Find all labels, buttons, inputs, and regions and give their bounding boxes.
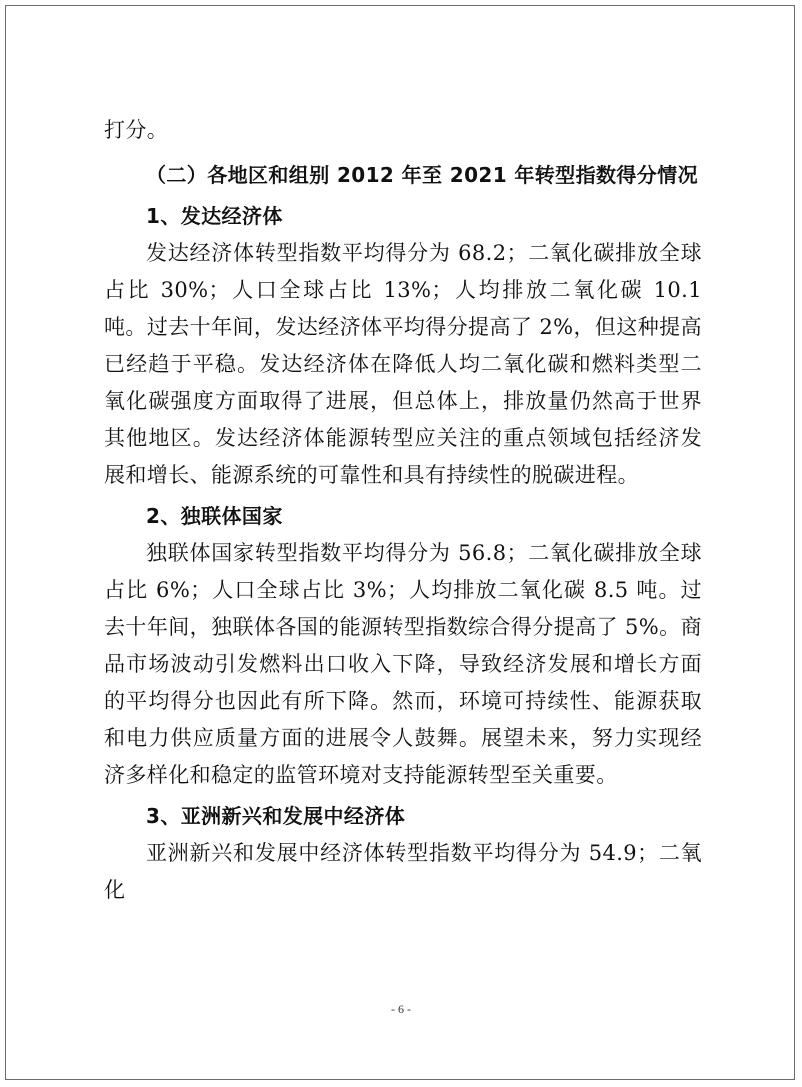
subsection-heading-cis: 2、独联体国家 [146, 504, 283, 528]
document-body [104, 112, 702, 909]
section-heading: （二）各地区和组别 2012 年至 2021 年转型指数得分情况 [146, 163, 698, 187]
continuation-text: 打分。 [104, 118, 169, 142]
paragraph-developed: 发达经济体转型指数平均得分为 68.2；二氧化碳排放全球占比 30%；人口全球占比 13%；人均排放二氧化碳 10.1 吨。过去十年间，发达经济体平均得分提高了 2%，但这种提高已经趋于平稳。发达经济体在降低人均二氧化碳和燃料类型二氧化碳强度方面取得了进展，但总体上，排放量仍然高于世界其他地区。发达经济体能源转型应关注的重点领域包括经济发展和增长、能源系统的可靠性和具有持续性的脱碳进程。 [104, 241, 702, 487]
page-number: - 6 - [391, 1002, 411, 1016]
paragraph-asia: 亚洲新兴和发展中经济体转型指数平均得分为 54.9；二氧化 [104, 841, 702, 902]
subsection-heading-asia: 3、亚洲新兴和发展中经济体 [146, 804, 406, 828]
subsection-heading-developed: 1、发达经济体 [146, 204, 283, 228]
paragraph-cis: 独联体国家转型指数平均得分为 56.8；二氧化碳排放全球占比 6%；人口全球占比 3%；人均排放二氧化碳 8.5 吨。过去十年间，独联体各国的能源转型指数综合得分提高了 5%。商品市场波动引发燃料出口收入下降，导致经济发展和增长方面的平均得分也因此有所下降。然而，环境可持续性、能源获取和电力供应质量方面的进展令人鼓舞。展望未来，努力实现经济多样化和稳定的监管环境对支持能源转型至关重要。 [104, 541, 702, 787]
